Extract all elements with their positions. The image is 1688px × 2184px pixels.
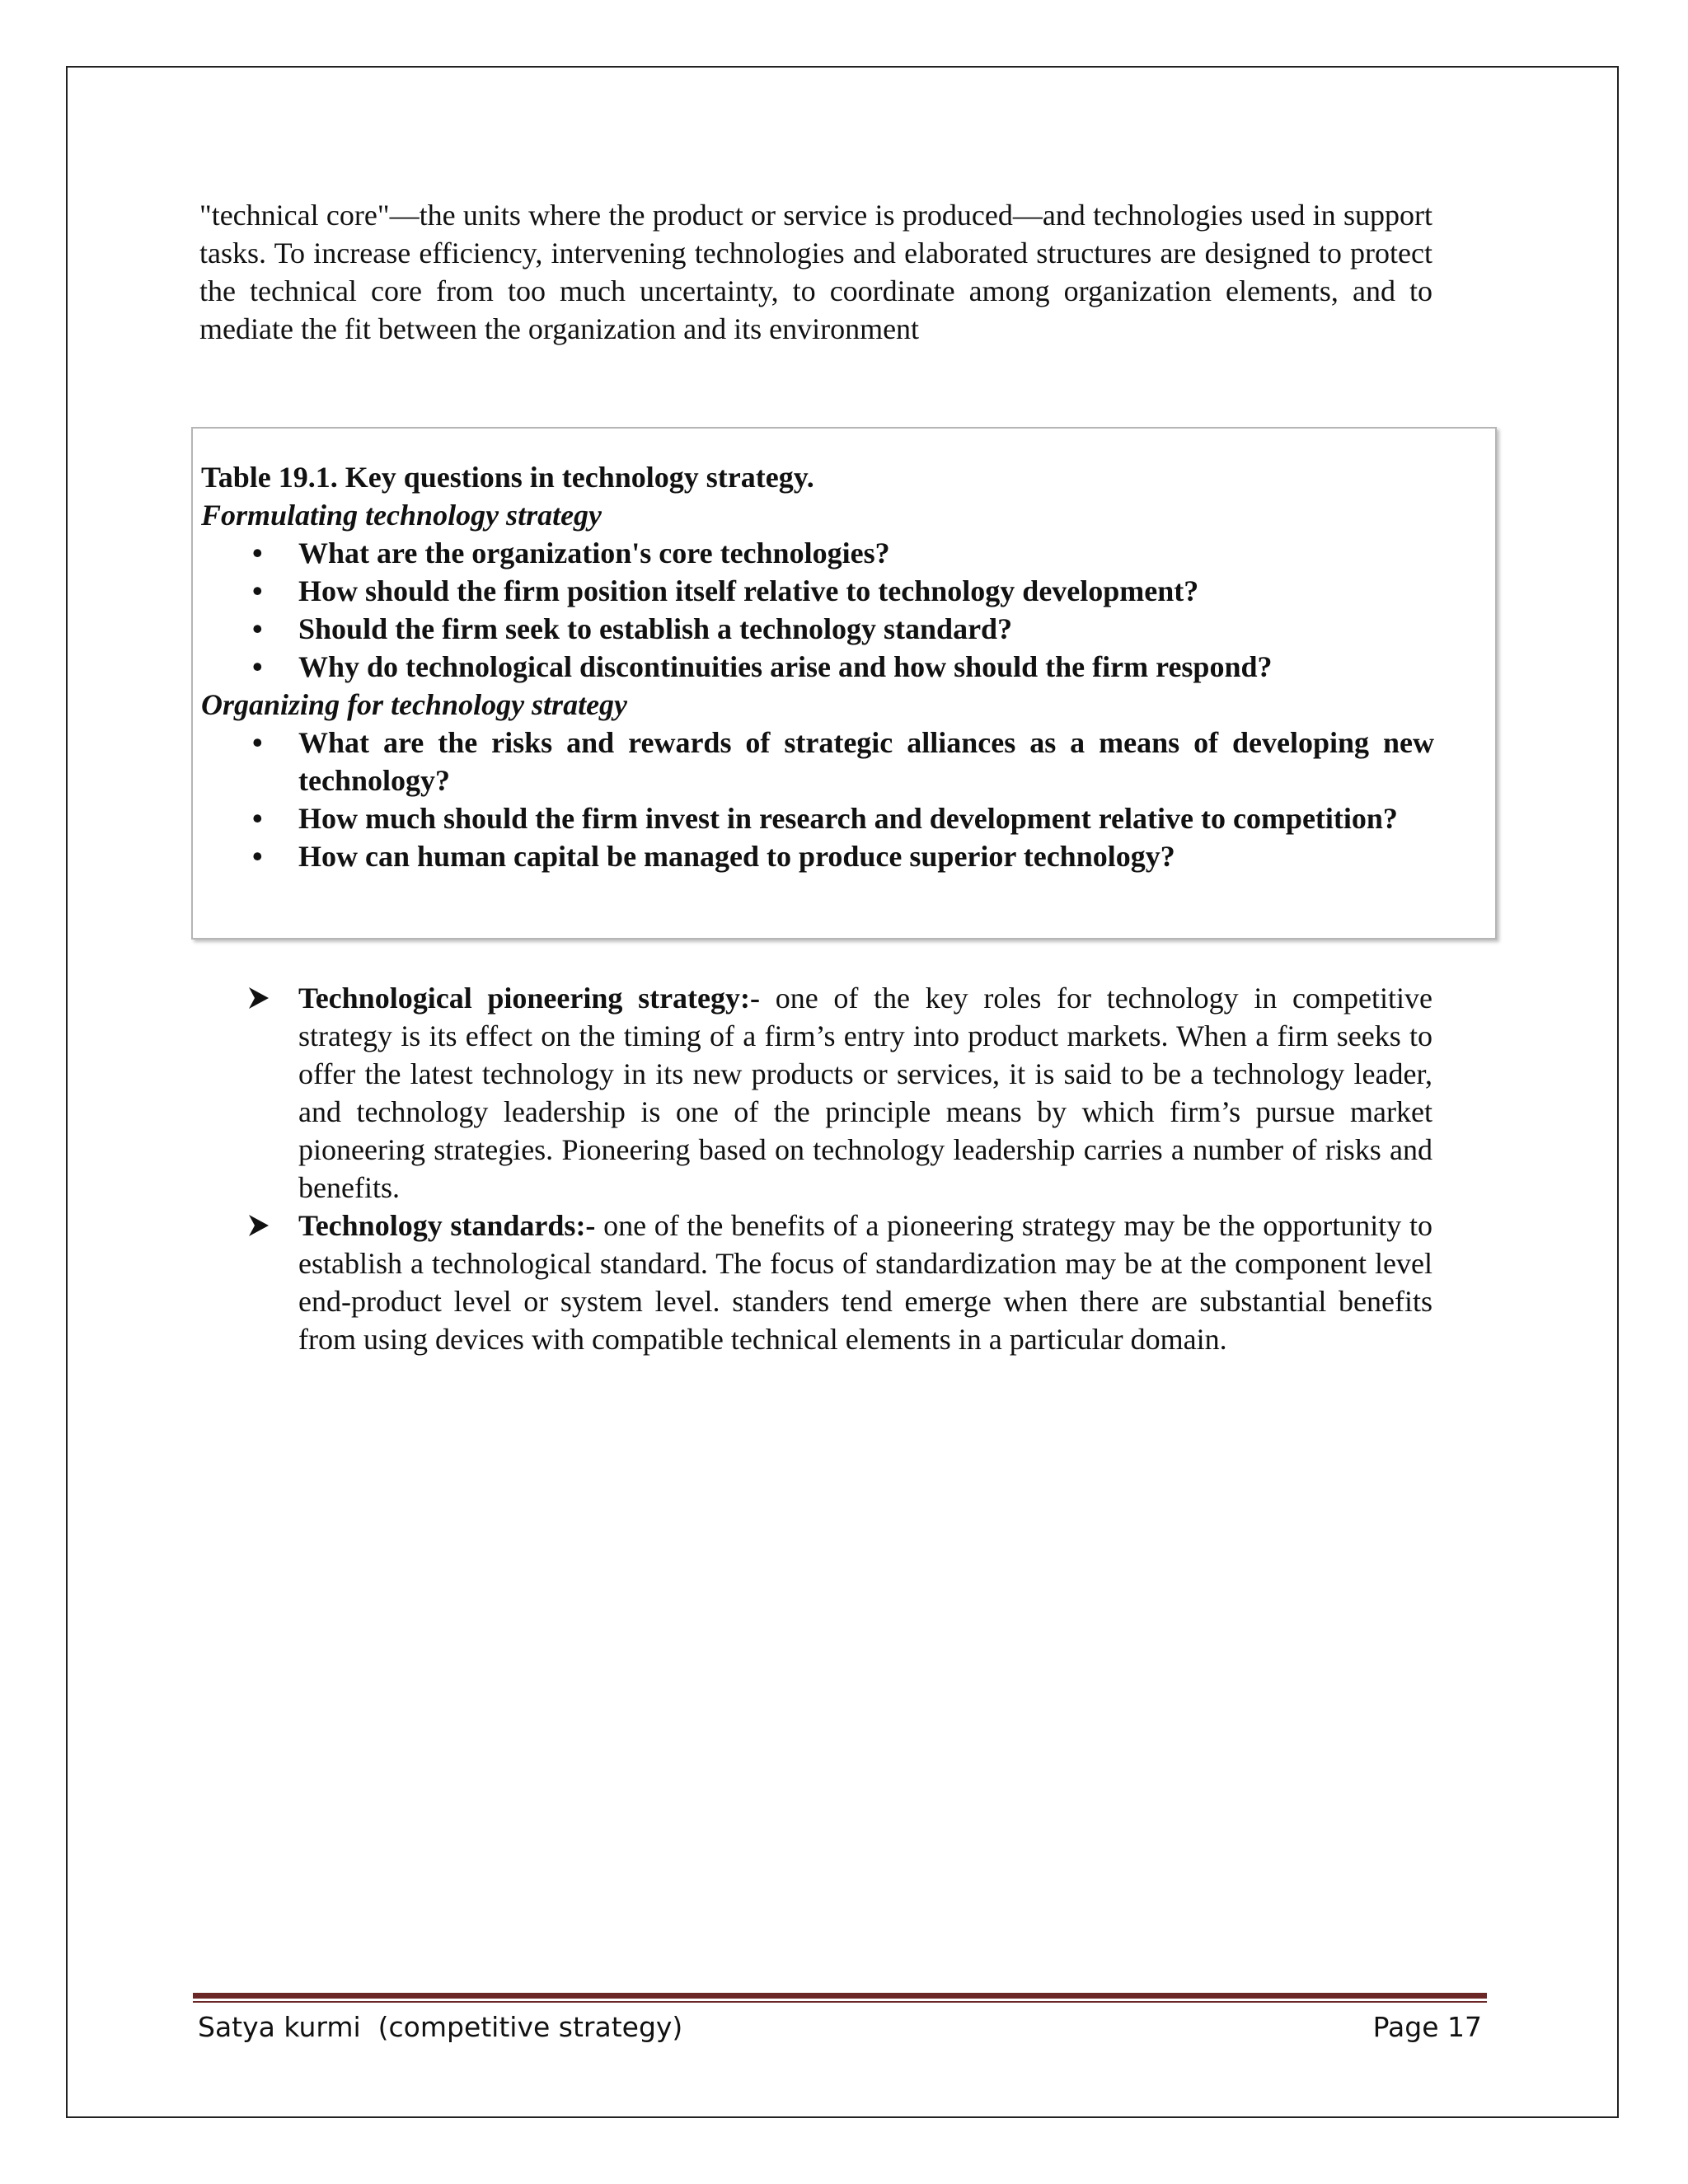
- bullet-icon: •: [252, 612, 263, 645]
- strategy-point: [247, 979, 1432, 1207]
- bullet-icon: •: [252, 574, 263, 607]
- bullet-icon: •: [252, 840, 263, 873]
- question-text: What are the risks and rewards of strategic alliances as a means of developing new technology?: [298, 726, 1434, 797]
- question-text: Why do technological discontinuities arise and how should the firm respond?: [298, 650, 1273, 683]
- question-item: [201, 572, 1434, 610]
- key-questions-table: [191, 427, 1497, 940]
- question-list: [201, 534, 1434, 686]
- bullet-icon: •: [252, 726, 263, 759]
- table-sections: [201, 496, 1434, 875]
- strategy-point-heading: Technological pioneering strategy:-: [298, 982, 760, 1015]
- bullet-icon: •: [252, 537, 263, 569]
- question-text: How can human capital be managed to produce superior technology?: [298, 840, 1175, 873]
- question-text: What are the organization's core technologies?: [298, 537, 890, 569]
- question-item: [201, 534, 1434, 572]
- table-section-heading: Organizing for technology strategy: [201, 688, 628, 721]
- question-item: [201, 799, 1434, 837]
- strategy-point-text: one of the benefits of a pioneering strategy may be the opportunity to establish a technological standard. The focus of standardization may be at the component level end-product level or system level. standers tend emerge when there are substantial benefits from using devices with compatible technical elements in a particular domain.: [298, 1209, 1432, 1356]
- question-text: Should the firm seek to establish a technology standard?: [298, 612, 1013, 645]
- intro-paragraph: "technical core"—the units where the product or service is produced—and technologies used in support tasks. To increase efficiency, intervening technologies and elaborated structures are designed to protect the technical core from too much uncertainty, to coordinate among organization elements, and to mediate the fit between the organization and its environment: [199, 199, 1432, 345]
- footer-rule-thin: [193, 2001, 1487, 2003]
- table-section-heading: Formulating technology strategy: [201, 499, 603, 532]
- question-item: [201, 837, 1434, 875]
- question-item: [201, 724, 1434, 799]
- question-list: [201, 724, 1434, 875]
- page-number: Page 17: [1372, 2011, 1482, 2043]
- footer-rule: [193, 1993, 1487, 2003]
- question-item: [201, 648, 1434, 686]
- strategy-points: [247, 979, 1432, 1358]
- strategy-point-heading: Technology standards:-: [298, 1209, 596, 1242]
- bullet-icon: •: [252, 802, 263, 835]
- table-content: [201, 458, 1434, 875]
- question-item: [201, 610, 1434, 648]
- question-text: How should the firm position itself relative to technology development?: [298, 574, 1199, 607]
- arrow-bullet-icon: [247, 979, 280, 1017]
- strategy-point: [247, 1207, 1432, 1358]
- arrow-bullet-icon: [247, 1207, 280, 1244]
- strategy-point-text: one of the key roles for technology in competitive strategy is its effect on the timing of a firm’s entry into product markets. When a firm seeks to offer the latest technology in its new products or services, it is said to be a technology leader, and technology leadership is one of the principle means by which firm’s pursue market pioneering strategies. Pioneering based on technology leadership carries a number of risks and benefits.: [298, 982, 1432, 1204]
- question-text: How much should the firm invest in research and development relative to competition?: [298, 802, 1398, 835]
- table-title: Table 19.1. Key questions in technology strategy.: [201, 461, 814, 494]
- footer-title: Satya kurmi (competitive strategy): [198, 2011, 683, 2043]
- footer-rule-thick: [193, 1993, 1487, 1999]
- bullet-icon: •: [252, 650, 263, 683]
